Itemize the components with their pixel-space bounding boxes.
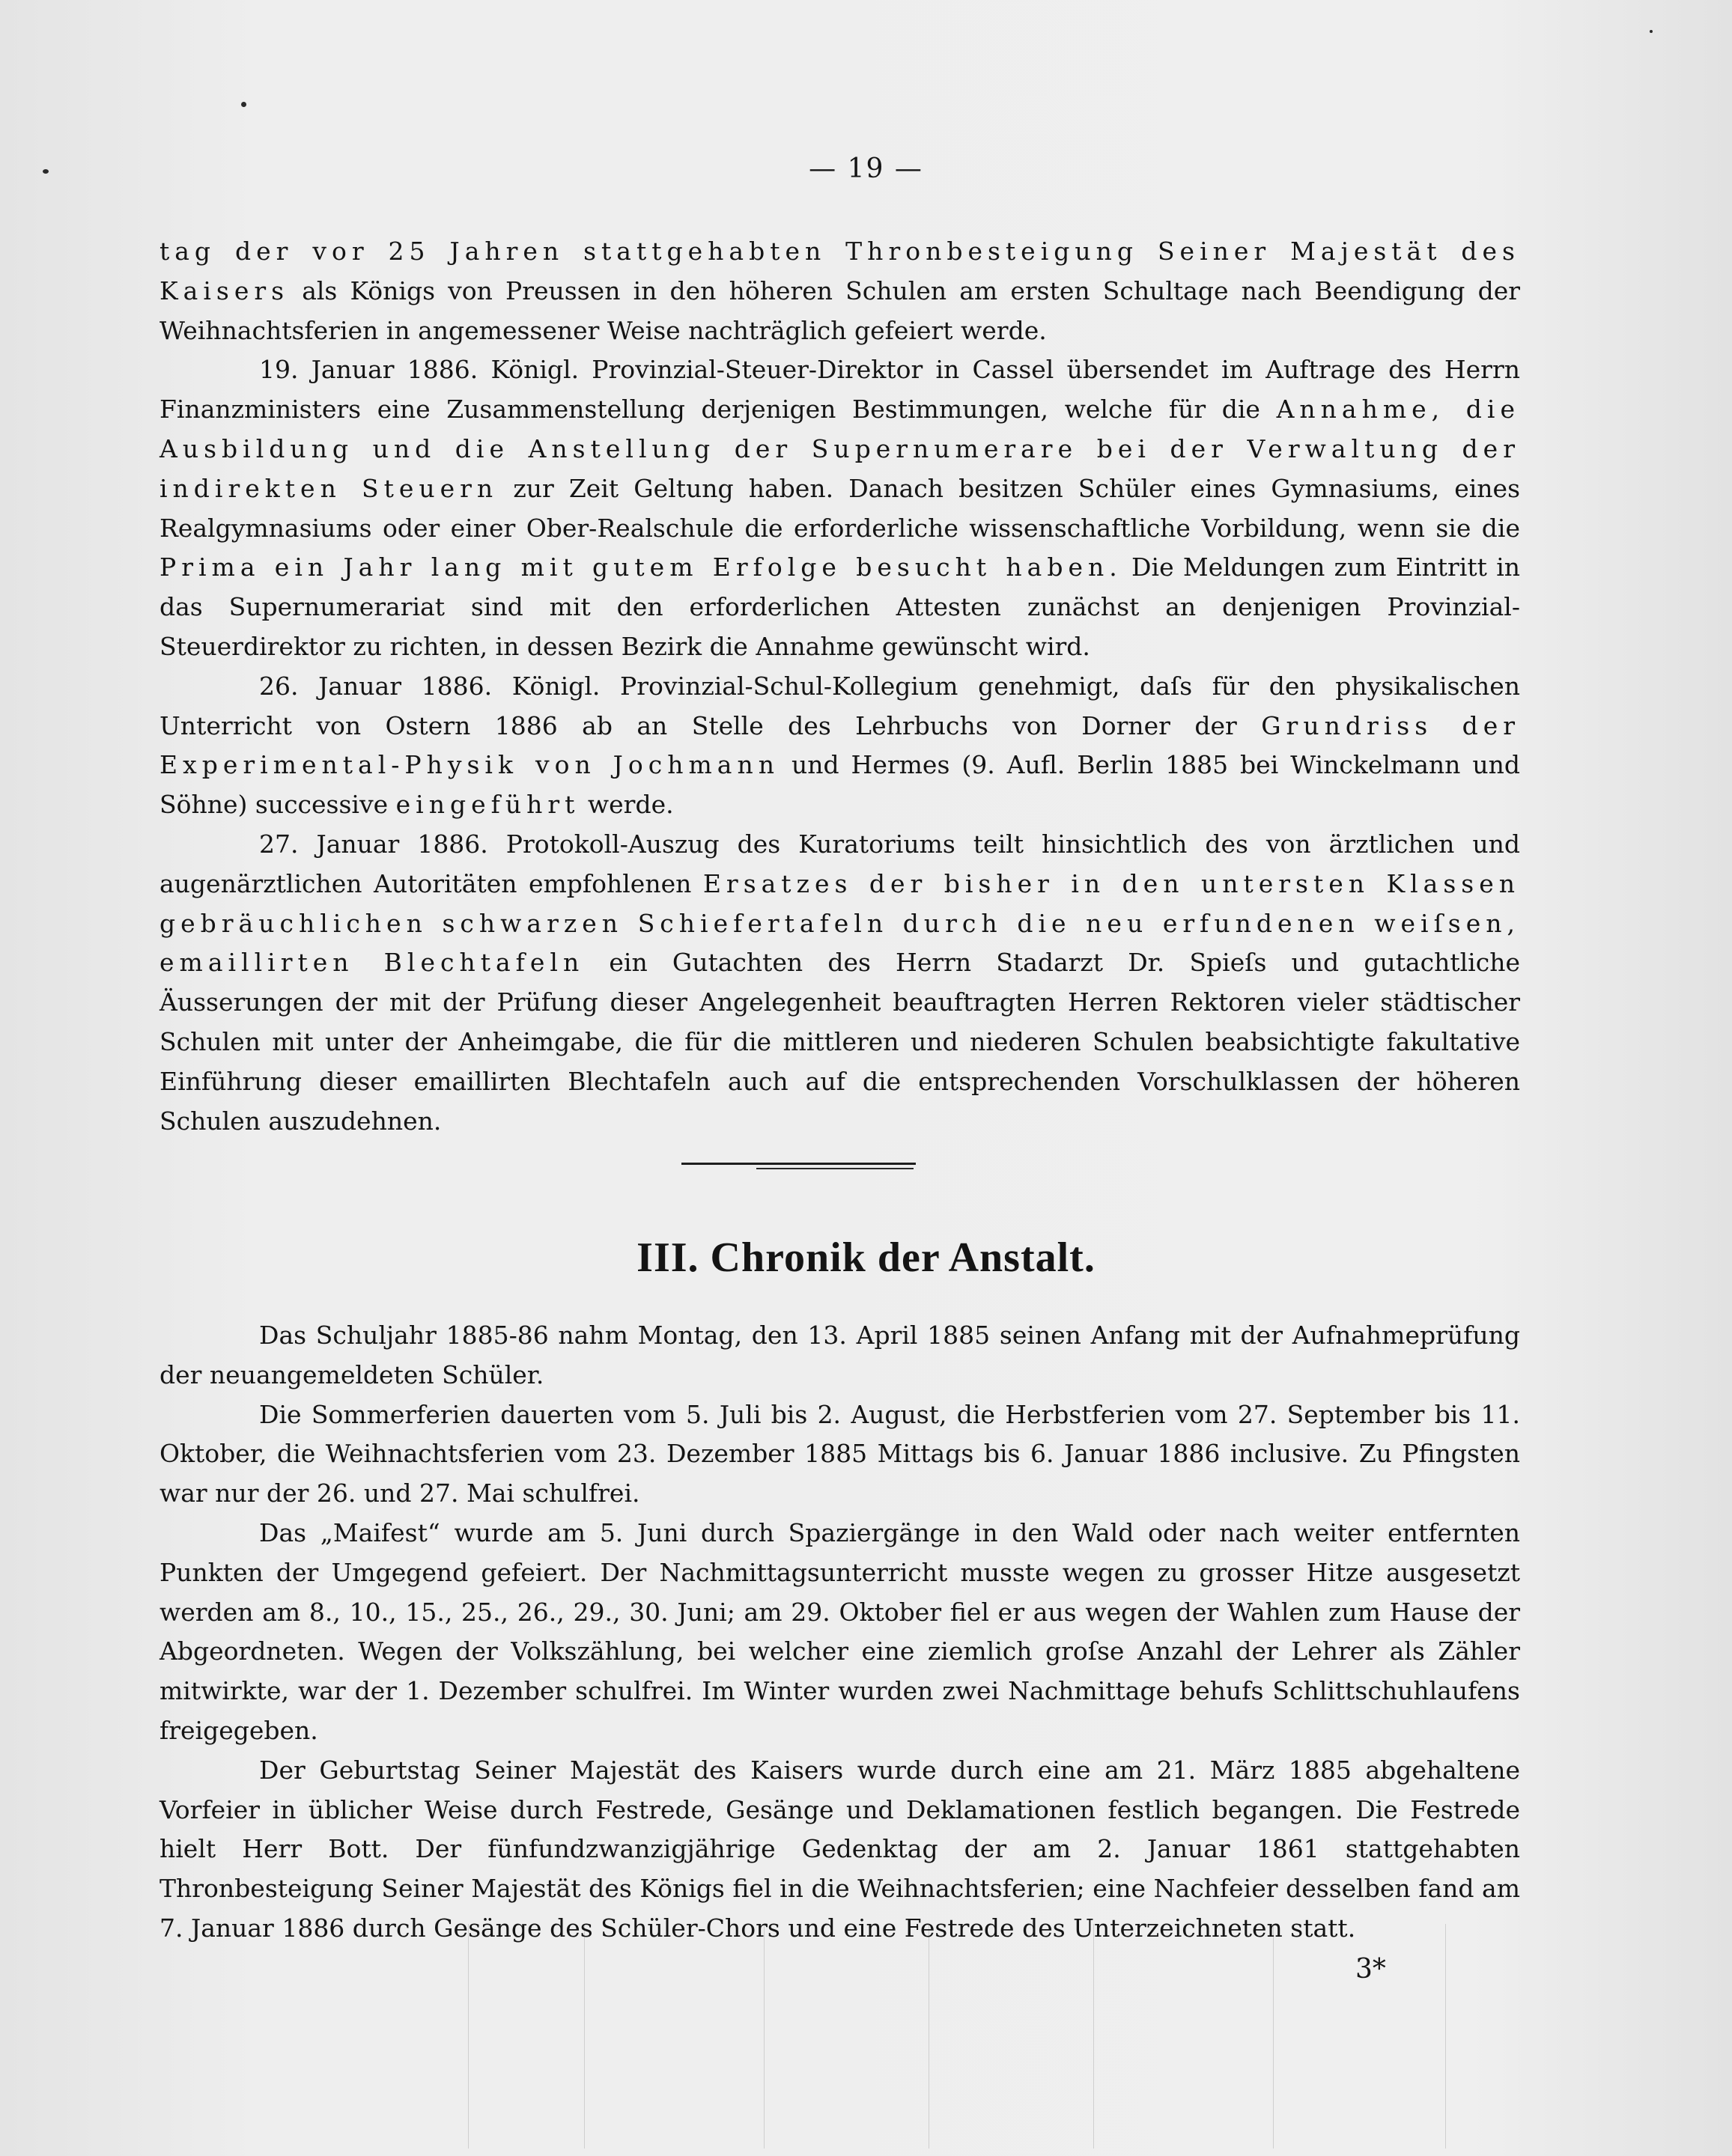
bleed-through-line (584, 1924, 585, 2149)
text: 19. Januar 1886. Königl. Provinzial-Steuer-Direktor in Cassel übersendet im Auftrage des Herrn Finanzministers eine Zusammenstellung derjenigen Bestimmungen, welche für die (159, 355, 1520, 424)
bleed-through-line (764, 1924, 765, 2149)
text: zur Zeit Geltung haben. Danach besitzen Schüler eines Gymnasiums, eines Realgymnasiums oder einer Ober-Realschule die erforderliche wissenschaftliche Vorbildung, wenn sie die (159, 473, 1521, 543)
chapter-title: III. Chronik der Anstalt. (636, 1234, 1096, 1281)
paragraph (159, 232, 1520, 350)
chronicle-section (159, 1316, 1520, 1949)
bleed-through-line (468, 1924, 469, 2149)
signature-mark: 3* (1355, 1954, 1386, 1985)
paragraph (159, 825, 1520, 1141)
text: 26. Januar 1886. Königl. Provinzial-Schul-Kollegium genehmigt, daſs für den physikalischen Unterricht von Ostern 1886 ab an Stelle des Lehrbuchs von Dorner der (159, 671, 1520, 740)
decrees-section (159, 232, 1520, 1141)
page-number: — 19 — (809, 153, 923, 184)
spaced-emphasis: Prima ein Jahr lang mit gutem Erfolge besucht haben. (159, 552, 1122, 582)
bleed-through-line (1273, 1924, 1274, 2149)
text: und Hermes (9. Aufl. Berlin 1885 bei Winckelmann und Söhne) successive (159, 750, 1520, 820)
paragraph: Das „Maifest“ wurde am 5. Juni durch Spaziergänge in den Wald oder nach weiter entfernten Punkten der Umgegend gefeiert. Der Nachmittagsunterricht musste wegen zu grosser Hitze ausgesetzt werden am 8., 10., 15., 25., 26., 29., 30. Juni; am 29. Oktober fiel er aus wegen der Wahlen zum Hause der Abgeordneten. Wegen der Volkszählung, bei welcher eine ziemlich groſse Anzahl der Lehrer als Zähler mitwirkte, war der 1. Dezember schulfrei. Im Winter wurden zwei Nachmittage behufs Schlittschuhlaufens freigegeben. (159, 1517, 1520, 1745)
scan-speck (1650, 30, 1653, 33)
paragraph: Der Geburtstag Seiner Majestät des Kaisers wurde durch eine am 21. März 1885 abgehaltene Vorfeier in üblicher Weise durch Festrede, Gesänge und Deklamationen festlich begangen. Die Festrede hielt Herr Bott. Der fünfundzwanzigjährige Gedenktag der am 2. Januar 1861 stattgehabten Thronbesteigung Seiner Majestät des Königs fiel in die Weihnachtsferien; eine Nachfeier desselben fand am 7. Januar 1886 durch Gesänge des Schüler-Chors und eine Festrede des Unterzeichneten statt. (159, 1755, 1520, 1943)
section-divider (756, 1168, 914, 1169)
spaced-emphasis: Grundriss der Experimental-Physik von Jochmann (159, 710, 1520, 780)
text: als Königs von Preussen in den höheren Schulen am ersten Schultage nach Beendigung der Weihnachtsferien in angemessener Weise nachträglich gefeiert werde. (159, 275, 1520, 345)
spaced-emphasis: eingeführt (395, 790, 580, 820)
bleed-through-line (1445, 1924, 1446, 2149)
bleed-through-line (1093, 1924, 1094, 2149)
text: werde. (580, 790, 674, 820)
spaced-emphasis: tag der vor 25 Jahren stattgehabten Thronbesteigung Seiner Majestät des Kaisers (159, 237, 1520, 305)
spaced-emphasis: Annahme, die Ausbildung und die Anstellung der Supernumerare bei der Verwaltung der indirekten Steuern (159, 395, 1521, 503)
spaced-emphasis: Ersatzes der bisher in den untersten Klassen gebräuchlichen schwarzen Schiefertafeln durch die neu erfundenen weiſsen, emaillirten Blechtafeln (159, 868, 1520, 978)
paragraph (159, 350, 1520, 666)
paragraph: Die Sommerferien dauerten vom 5. Juli bis 2. August, die Herbstferien vom 27. September bis 11. Oktober, die Weihnachtsferien vom 23. Dezember 1885 Mittags bis 6. Januar 1886 inclusive. Zu Pfingsten war nur der 26. und 27. Mai schulfrei. (159, 1399, 1520, 1508)
section-divider (681, 1163, 916, 1165)
paragraph (159, 667, 1520, 825)
text: 27. Januar 1886. Protokoll-Auszug des Kuratoriums teilt hinsichtlich des von ärztlichen und augenärztlichen Autoritäten empfohlenen (159, 829, 1520, 898)
paragraph: Das Schuljahr 1885-86 nahm Montag, den 13. April 1885 seinen Anfang mit der Aufnahmeprüfung der neuangemeldeten Schüler. (159, 1321, 1520, 1389)
scan-speck (241, 102, 246, 107)
text: Die Meldungen zum Eintritt in das Supernumerariat sind mit den erforderlichen Attesten zunächst an denjenigen Provinzial-Steuerdirektor zu richten, in dessen Bezirk die Annahme gewünscht wird. (159, 552, 1520, 661)
text: ein Gutachten des Herrn Stadarzt Dr. Spieſs und gutachtliche Äusserungen der mit der Prüfung dieser Angelegenheit beauftragten Herren Rektoren vieler städtischer Schulen mit unter der Anheimgabe, die für die mittleren und niederen Schulen beabsichtigte fakultative Einführung dieser emaillirten Blechtafeln auch auf die entsprechenden Vorschulklassen der höheren Schulen auszudehnen. (159, 948, 1520, 1136)
